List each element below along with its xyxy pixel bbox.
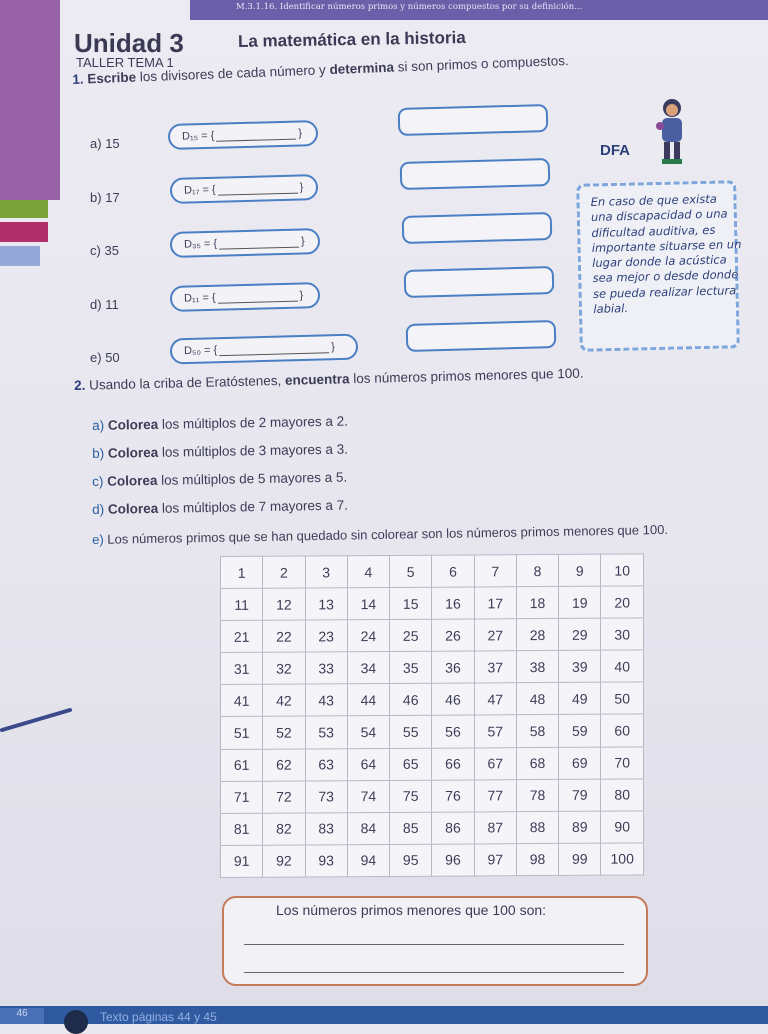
sub-instruction: a) Colorea los múltiplos de 2 mayores a 2. bbox=[92, 413, 349, 433]
grid-cell[interactable]: 72 bbox=[263, 781, 305, 813]
divisors-field[interactable]: D₁₇ = { } bbox=[170, 174, 319, 204]
grid-cell[interactable]: 96 bbox=[432, 844, 474, 876]
instruction-verb: Escribe bbox=[87, 69, 137, 87]
sub-instruction: c) Colorea los múltiplos de 5 mayores a 5. bbox=[92, 469, 348, 489]
grid-cell[interactable]: 88 bbox=[516, 811, 558, 843]
grid-cell[interactable]: 84 bbox=[347, 812, 389, 844]
grid-cell[interactable]: 37 bbox=[474, 651, 516, 683]
grid-cell[interactable]: 43 bbox=[305, 684, 347, 716]
grid-cell[interactable]: 82 bbox=[263, 813, 305, 845]
grid-cell[interactable]: 11 bbox=[221, 588, 263, 620]
grid-cell[interactable]: 17 bbox=[474, 587, 516, 619]
question-number: 1. bbox=[72, 71, 84, 87]
grid-cell[interactable]: 74 bbox=[347, 780, 389, 812]
grid-cell[interactable]: 76 bbox=[432, 780, 474, 812]
divisors-field[interactable]: D₃₅ = { } bbox=[170, 228, 321, 258]
grid-cell[interactable]: 25 bbox=[390, 619, 432, 651]
instruction-verb: encuentra bbox=[284, 371, 350, 388]
item-letter: e) 50 bbox=[90, 350, 120, 365]
grid-row bbox=[221, 682, 644, 717]
grid-cell[interactable]: 13 bbox=[305, 588, 347, 620]
grid-cell[interactable]: 18 bbox=[516, 587, 558, 619]
grid-cell[interactable]: 70 bbox=[601, 746, 644, 778]
prime-or-composite-field[interactable] bbox=[404, 266, 555, 298]
grid-cell[interactable]: 60 bbox=[601, 714, 644, 746]
prime-or-composite-field[interactable] bbox=[406, 320, 557, 352]
grid-row bbox=[221, 811, 644, 846]
grid-cell[interactable]: 5 bbox=[390, 555, 432, 587]
decorative-strip bbox=[0, 246, 40, 266]
item-letter: b) 17 bbox=[90, 190, 120, 205]
question-2-prompt bbox=[74, 366, 584, 393]
grid-cell[interactable]: 10 bbox=[601, 554, 644, 586]
grid-cell[interactable]: 55 bbox=[390, 716, 432, 748]
grid-cell[interactable]: 100 bbox=[601, 843, 644, 875]
grid-cell[interactable]: 89 bbox=[559, 811, 601, 843]
item-letter: c) 35 bbox=[90, 243, 119, 258]
grid-cell[interactable]: 38 bbox=[516, 651, 558, 683]
grid-cell[interactable]: 20 bbox=[601, 586, 644, 618]
grid-cell[interactable]: 47 bbox=[474, 683, 516, 715]
grid-cell[interactable]: 23 bbox=[305, 620, 347, 652]
prime-or-composite-field[interactable] bbox=[402, 212, 553, 244]
grid-cell[interactable]: 87 bbox=[474, 811, 516, 843]
grid-row bbox=[221, 586, 644, 621]
divisors-field[interactable]: D₁₅ = { } bbox=[168, 120, 319, 150]
grid-cell[interactable]: 91 bbox=[221, 845, 263, 877]
pen-mark bbox=[0, 706, 76, 732]
decorative-strip bbox=[0, 0, 60, 200]
grid-cell[interactable]: 63 bbox=[305, 748, 347, 780]
grid-cell[interactable]: 69 bbox=[559, 747, 601, 779]
grid-cell[interactable]: 30 bbox=[601, 618, 644, 650]
grid-cell[interactable]: 98 bbox=[516, 843, 558, 875]
grid-cell[interactable]: 81 bbox=[221, 813, 263, 845]
grid-cell[interactable]: 80 bbox=[601, 779, 644, 811]
curriculum-standard: M.3.1.16. Identificar números primos y números compuestos por su definición... bbox=[236, 2, 583, 12]
item-letter: a) 15 bbox=[90, 136, 120, 151]
grid-cell[interactable]: 77 bbox=[474, 779, 516, 811]
grid-row bbox=[221, 843, 644, 878]
grid-row bbox=[221, 779, 644, 814]
prime-or-composite-field[interactable] bbox=[398, 104, 549, 136]
grid-cell[interactable]: 65 bbox=[390, 748, 432, 780]
divisors-field[interactable]: D₅₀ = { } bbox=[170, 334, 359, 365]
grid-cell[interactable]: 14 bbox=[347, 588, 389, 620]
grid-cell[interactable]: 15 bbox=[390, 587, 432, 619]
grid-row bbox=[221, 618, 644, 653]
grid-cell[interactable]: 66 bbox=[432, 748, 474, 780]
divisors-field[interactable]: D₁₁ = { } bbox=[170, 282, 321, 312]
grid-cell[interactable]: 48 bbox=[516, 683, 558, 715]
dfa-label: DFA bbox=[600, 142, 630, 159]
grid-cell[interactable]: 68 bbox=[516, 747, 558, 779]
grid-cell[interactable]: 4 bbox=[347, 555, 389, 587]
instruction-text: Usando la criba de Eratóstenes, bbox=[85, 372, 286, 393]
grid-cell[interactable]: 75 bbox=[390, 780, 432, 812]
decorative-strip bbox=[0, 200, 48, 218]
grid-cell[interactable]: 6 bbox=[432, 555, 474, 587]
grid-cell[interactable]: 83 bbox=[305, 812, 347, 844]
grid-cell[interactable]: 58 bbox=[516, 715, 558, 747]
grid-cell[interactable]: 31 bbox=[221, 653, 263, 685]
page-title: La matemática en la historia bbox=[237, 28, 466, 51]
grid-cell[interactable]: 7 bbox=[474, 555, 516, 587]
grid-cell[interactable]: 28 bbox=[516, 619, 558, 651]
grid-cell[interactable]: 40 bbox=[601, 650, 644, 682]
grid-row bbox=[221, 650, 644, 685]
grid-cell[interactable]: 64 bbox=[347, 748, 389, 780]
grid-row bbox=[221, 714, 644, 749]
grid-cell[interactable]: 56 bbox=[432, 715, 474, 747]
grid-cell[interactable]: 39 bbox=[559, 650, 601, 682]
grid-cell[interactable]: 67 bbox=[474, 747, 516, 779]
answer-line[interactable] bbox=[244, 972, 624, 973]
instruction-verb: determina bbox=[329, 59, 395, 78]
grid-cell[interactable]: 51 bbox=[221, 717, 263, 749]
question-number: 2. bbox=[74, 377, 86, 393]
grid-cell[interactable]: 3 bbox=[305, 556, 347, 588]
grid-cell[interactable]: 78 bbox=[516, 779, 558, 811]
child-figure-icon bbox=[650, 96, 690, 168]
grid-cell[interactable]: 61 bbox=[221, 749, 263, 781]
instruction-text: si son primos o compuestos. bbox=[393, 52, 569, 75]
grid-cell[interactable]: 71 bbox=[221, 781, 263, 813]
unit-subtitle: TALLER TEMA 1 bbox=[76, 55, 174, 70]
grid-cell[interactable]: 41 bbox=[221, 685, 263, 717]
grid-cell[interactable]: 46 bbox=[432, 683, 474, 715]
grid-cell[interactable]: 95 bbox=[390, 844, 432, 876]
grid-cell[interactable]: 34 bbox=[347, 652, 389, 684]
grid-cell[interactable]: 19 bbox=[559, 586, 601, 618]
grid-cell[interactable]: 42 bbox=[263, 684, 305, 716]
grid-cell[interactable]: 36 bbox=[432, 651, 474, 683]
prime-or-composite-field[interactable] bbox=[400, 158, 551, 190]
book-icon bbox=[64, 1010, 88, 1034]
instruction-text: los números primos menores que 100. bbox=[349, 365, 584, 387]
grid-cell[interactable]: 99 bbox=[559, 843, 601, 875]
grid-cell[interactable]: 2 bbox=[263, 556, 305, 588]
grid-cell[interactable]: 94 bbox=[347, 844, 389, 876]
grid-cell[interactable]: 46 bbox=[390, 684, 432, 716]
grid-cell[interactable]: 8 bbox=[516, 554, 558, 586]
grid-cell[interactable]: 35 bbox=[390, 651, 432, 683]
dfa-callout-text: En caso de que exista una discapacidad o una dificultad auditiva, es importante situarse en un lugar donde la acústica sea mejor o desde donde se pueda realizar lectura labial. bbox=[590, 191, 742, 317]
grid-cell[interactable]: 90 bbox=[601, 811, 644, 843]
instruction-text: los divisores de cada número y bbox=[135, 62, 330, 85]
grid-cell[interactable]: 29 bbox=[559, 618, 601, 650]
grid-cell[interactable]: 62 bbox=[263, 749, 305, 781]
grid-cell[interactable]: 54 bbox=[347, 716, 389, 748]
grid-cell[interactable]: 79 bbox=[559, 779, 601, 811]
grid-cell[interactable]: 24 bbox=[347, 620, 389, 652]
primes-answer-title: Los números primos menores que 100 son: bbox=[276, 902, 547, 918]
grid-cell[interactable]: 93 bbox=[305, 845, 347, 877]
grid-cell[interactable]: 44 bbox=[347, 684, 389, 716]
grid-cell[interactable]: 57 bbox=[474, 715, 516, 747]
bleed-through-text bbox=[648, 560, 768, 760]
eratosthenes-grid bbox=[220, 553, 644, 878]
grid-cell[interactable]: 16 bbox=[432, 587, 474, 619]
sub-instruction: e) Los números primos que se han quedado sin colorear son los números primos menores que 100. bbox=[92, 521, 669, 547]
footer-text: Texto páginas 44 y 45 bbox=[100, 1010, 217, 1024]
grid-cell[interactable]: 32 bbox=[263, 652, 305, 684]
grid-cell[interactable]: 97 bbox=[474, 844, 516, 876]
grid-cell[interactable]: 53 bbox=[305, 716, 347, 748]
grid-cell[interactable]: 50 bbox=[601, 682, 644, 714]
grid-cell[interactable]: 85 bbox=[390, 812, 432, 844]
grid-cell[interactable]: 26 bbox=[432, 619, 474, 651]
grid-cell[interactable]: 27 bbox=[474, 619, 516, 651]
answer-line[interactable] bbox=[244, 944, 624, 945]
grid-row bbox=[221, 554, 644, 589]
page-number: 46 bbox=[0, 1008, 44, 1024]
grid-cell[interactable]: 92 bbox=[263, 845, 305, 877]
grid-cell[interactable]: 59 bbox=[559, 715, 601, 747]
grid-cell[interactable]: 21 bbox=[221, 620, 263, 652]
unit-title: Unidad 3 bbox=[74, 28, 184, 58]
grid-cell[interactable]: 73 bbox=[305, 780, 347, 812]
grid-cell[interactable]: 52 bbox=[263, 716, 305, 748]
grid-row bbox=[221, 746, 644, 781]
item-letter: d) 11 bbox=[90, 297, 119, 312]
grid-cell[interactable]: 12 bbox=[263, 588, 305, 620]
sub-instruction: d) Colorea los múltiplos de 7 mayores a 7. bbox=[92, 497, 349, 517]
grid-cell[interactable]: 9 bbox=[559, 554, 601, 586]
grid-cell[interactable]: 49 bbox=[559, 683, 601, 715]
decorative-strip bbox=[0, 222, 48, 242]
grid-cell[interactable]: 1 bbox=[221, 556, 263, 588]
grid-cell[interactable]: 22 bbox=[263, 620, 305, 652]
grid-cell[interactable]: 86 bbox=[432, 812, 474, 844]
sub-instruction: b) Colorea los múltiplos de 3 mayores a 3. bbox=[92, 441, 349, 461]
grid-cell[interactable]: 33 bbox=[305, 652, 347, 684]
